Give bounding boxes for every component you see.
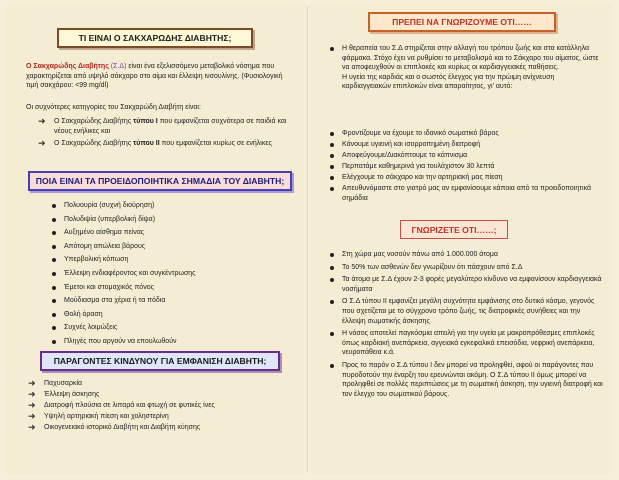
facts-list (328, 250, 604, 402)
list-item: Αποφεύγουμε/Διακόπτουμε το κάπνισμα (328, 151, 604, 161)
list-item: Φροντίζουμε να έχουμε το ιδανικό σωματικό βάρος (328, 129, 604, 139)
bullet-icon (52, 231, 56, 235)
list-item: Ο Σ.Δ τύπου ΙΙ εμφανίζει μεγάλη συχνότητα εμφάνισης στο δυτικό κόσμο, γεγονός που σχετίζεται με το σύγχρονο τρόπο ζωής, τις διατροφικές συνήθειες και την έλλειψη σωματικής άσκησης (328, 297, 604, 326)
bullet-icon (52, 299, 56, 303)
arrow-bullet-icon: ➜ (28, 422, 36, 433)
bullet-icon (330, 332, 334, 336)
list-item: ➜ Οικογενειακό ιστορικό Διαβήτη και Διαβήτη κύησης (28, 422, 201, 433)
bullet-icon (52, 326, 56, 330)
intro-normal-value: (Φυσιολογική τιμή σακχάρου: <99 mg/dl) (26, 72, 283, 90)
bullet-icon (330, 165, 334, 169)
list-item: ➜ Έλλειψη άσκησης (28, 389, 100, 400)
title-did-you-know: ΓΝΩΡΙΖΕΤΕ ΟΤΙ……; (400, 220, 508, 239)
bullet-icon (52, 286, 56, 290)
bullet-icon (330, 278, 334, 282)
left-column (6, 4, 306, 474)
list-item: Πολυδιψία (υπερβολική δίψα) (50, 215, 290, 225)
arrow-bullet-icon: ➜ (28, 411, 36, 422)
list-item: ➜ Διατροφή πλούσια σε λιπαρά και φτωχή σε φυτικές ίνες (28, 400, 215, 411)
bullet-icon (330, 187, 334, 191)
list-item: Υπερβολική κόπωση (50, 255, 290, 265)
bullet-icon (330, 143, 334, 147)
list-item: Αυξημένο αίσθημα πείνας (50, 228, 290, 238)
arrow-bullet-icon: ➜ (38, 116, 46, 126)
list-item: Περπατάμε καθημερινά για τουλάχιστον 30 λεπτά (328, 162, 604, 172)
intro-term: Ο Σακχαρώδης Διαβήτης (26, 63, 109, 70)
title-what-is-diabetes: ΤΙ ΕΙΝΑΙ Ο ΣΑΚΧΑΡΩΔΗΣ ΔΙΑΒΗΤΗΣ; (57, 28, 253, 48)
bullet-icon (330, 47, 334, 51)
arrow-bullet-icon: ➜ (28, 378, 36, 388)
title-we-should-know: ΠΡΕΠΕΙ ΝΑ ΓΝΩΡΙΖΟΥΜΕ ΟΤΙ…… (368, 12, 556, 32)
bullet-icon (52, 313, 56, 317)
list-item: Τα άτομα με Σ.Δ έχουν 2-3 φορές μεγαλύτερο κίνδυνο να εμφανίσουν καρδιαγγειακά νοσήματα (328, 275, 604, 294)
list-item: Απότομη απώλεια βάρους (50, 242, 290, 252)
diabetes-types-list (36, 117, 296, 149)
column-divider (307, 6, 308, 472)
list-item: Κάνουμε υγιεινή και ισορροπημένη διατροφή (328, 140, 604, 150)
intro-text: είναι ένα εξελισσόμενο μεταβολικό νόσημα που χαρακτηρίζεται από υψηλό σάκχαρο στο αίμα και έλλειψη ινσουλίνης. (26, 63, 275, 80)
intro-abbr: (Σ.Δ) (110, 63, 127, 70)
bullet-icon (52, 272, 56, 276)
list-item: ➜ Υψηλή αρτηριακή πίεση και χοληστερίνη (28, 411, 169, 422)
list-item: ➜ Παχυσαρκία (28, 378, 83, 388)
list-item: Μούδιασμα στα χέρια ή τα πόδια (50, 296, 290, 306)
bullet-icon (330, 266, 334, 270)
list-item: Ελέγχουμε το σάκχαρο και την αρτηριακή μας πίεση (328, 173, 604, 183)
title-warning-signs: ΠΟΙΑ ΕΙΝΑΙ ΤΑ ΠΡΟΕΙΔΟΠΟΙΗΤΙΚΑ ΣΗΜΑΔΙΑ ΤΟΥ ΔΙΑΒΗΤΗ; (28, 171, 292, 191)
bullet-icon (52, 258, 56, 262)
list-item: ➜ Ο Σακχαρώδης Διαβήτης τύπου Ι που εμφανίζεται συχνότερα σε παιδιά και νέους ενήλικες και (38, 116, 287, 135)
list-item: Θολή όραση (50, 310, 290, 320)
list-item: Συχνές λοιμώξεις (50, 323, 290, 333)
bullet-icon (330, 154, 334, 158)
bullet-icon (52, 340, 56, 344)
list-item: Η νόσος αποτελεί παγκόσμια απειλή για την υγεία με μακροπρόθεσμες επιπλοκές όπως καρδιακή ανεπάρκεια, αγγειακά εγκεφαλικά επεισόδια, νεφρική ανεπάρκεια, νευροπάθεια κ.ά. (328, 329, 604, 358)
arrow-bullet-icon: ➜ (28, 389, 36, 400)
therapy-intro-list (328, 44, 604, 92)
list-item: Απευθυνόμαστε στο γιατρό μας αν εμφανίσουμε κάποια από τα προειδοποιητικά σημάδια (328, 184, 604, 203)
list-item: Η θεραπεία του Σ.Δ στηρίζεται στην αλλαγή του τρόπου ζωής και στα κατάλληλα φάρμακα. Στόχο έχει να ρυθμίσει το μεταβολισμό και το Σάκχαρο του αίματος, ώστε να αποφευχθούν οι επιπλοκές και κυρίως οι καρδιαγγειακές παθήσεις. Η υγεία της καρδιάς και ο σωστός έλεγχος για την πρώιμη ανίχνευση καρδιαγγειακών επιπλοκών είναι απαραίτητος, γι' αυτό: (328, 44, 604, 92)
list-item: Προς το παρόν ο Σ.Δ τύπου Ι δεν μπορεί να προληφθεί, αφού οι παράγοντες που πυροδοτούν την έναρξη του ερευνώνται ακόμη. Ο Σ.Δ τύπου ΙΙ όμως μπορεί να προληφθεί σε πολλές περιπτώσεις με τη σωματική άσκηση, την υγιεινή διατροφή και τον έλεγχο του σωματικού βάρους. (328, 361, 604, 399)
bullet-icon (330, 132, 334, 136)
intro-paragraph (26, 62, 296, 91)
list-item: Έλλειψη ενδιαφέροντος και συγκέντρωσης (50, 269, 290, 279)
risk-factors-list (26, 379, 296, 434)
bullet-icon (52, 218, 56, 222)
arrow-bullet-icon: ➜ (38, 138, 46, 149)
bullet-icon (330, 253, 334, 257)
heart-health-tips-list (328, 129, 604, 205)
right-column (310, 4, 612, 474)
categories-intro: Οι συχνότερες κατηγορίες του Σακχαρώδη Διαβήτη είναι: (26, 104, 201, 111)
list-item: Το 50% των ασθενών δεν γνωρίζουν ότι πάσχουν από Σ.Δ (328, 263, 604, 273)
list-item: Στη χώρα μας νοσούν πάνω από 1.000.000 άτομα (328, 250, 604, 260)
bullet-icon (330, 364, 334, 368)
bullet-icon (330, 300, 334, 304)
bullet-icon (330, 176, 334, 180)
list-item: Πληγές που αργούν να επουλωθούν (50, 337, 290, 347)
list-item: Έμετοι και στομαχικός πόνος (50, 283, 290, 293)
symptoms-list (50, 201, 290, 351)
list-item: ➜ Ο Σακχαρώδης Διαβήτης τύπου ΙΙ που εμφανίζεται κυρίως σε ενήλικες (38, 138, 272, 149)
bullet-icon (52, 204, 56, 208)
title-risk-factors: ΠΑΡΑΓΟΝΤΕΣ ΚΙΝΔΥΝΟΥ ΓΙΑ ΕΜΦΑΝΙΣΗ ΔΙΑΒΗΤΗ; (40, 351, 280, 371)
list-item: Πολυουρία (συχνή διούρηση) (50, 201, 290, 211)
arrow-bullet-icon: ➜ (28, 400, 36, 411)
bullet-icon (52, 245, 56, 249)
